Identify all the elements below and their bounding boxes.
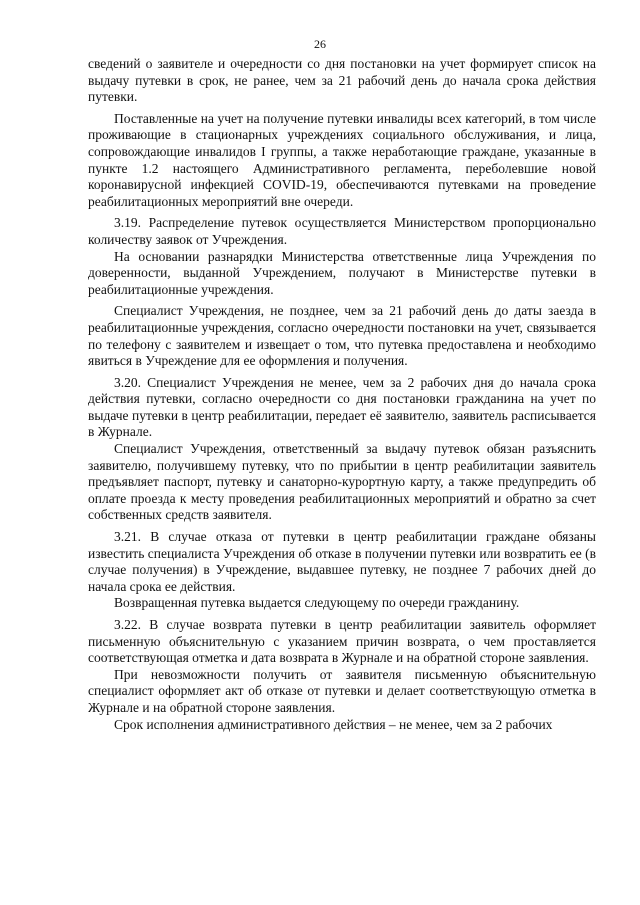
paragraph-3-21: 3.21. В случае отказа от путевки в центр реабилитации граждане обязаны известить специалиста Учреждения об отказе в получении путевки или возвратить ее (в случае получения) в Учреждение, выдавшее путевку, не позднее 7 рабочих дней до начала срока ее действия.: [88, 529, 596, 594]
paragraph-3-20: 3.20. Специалист Учреждения не менее, чем за 2 рабочих дня до начала срока действия путевки, согласно очередности со дня постановки гражданина на учет по выдаче путевки в центр реабилитации, передает её заявителю, заявитель расписывается в Журнале.: [88, 374, 596, 440]
page-number: 26: [314, 37, 326, 51]
paragraph-reissue: Возвращенная путевка выдается следующему по очереди гражданину.: [114, 595, 520, 611]
paragraph-notification: Специалист Учреждения, не позднее, чем за 21 рабочий день до даты заезда в реабилитационные учреждения, согласно очередности постановки на учет, связывается по телефону с заявителем и извещает о том, что путевка предоставлена и необходимо явиться в Учреждение для ее оформления и получения.: [88, 303, 596, 369]
paragraph-3-19: 3.19. Распределение путевок осуществляется Министерством пропорционально количеству заявок от Учреждения.: [88, 215, 596, 247]
paragraph-priority-beneficiaries: Поставленные на учет на получение путевки инвалиды всех категорий, в том числе проживающие в стационарных учреждениях социального обслуживания, и лица, сопровождающие инвалидов I группы, а также неработающие граждане, указанные в пункте 1.2 настоящего Административного регламента, переболевшие новой коронавирусной инфекцией COVID-19, обеспечиваются путевками на проведение реабилитационных мероприятий вне очереди.: [88, 110, 596, 209]
document-body: [88, 56, 596, 738]
paragraph-explanation-duty: Специалист Учреждения, ответственный за выдачу путевок обязан разъяснить заявителю, получившему путевку, что по прибытии в центр реабилитации заявитель предъявляет паспорт, путевку и санаторно-курортную карту, а также предупредить об оплате проезда к месту проведения реабилитационных мероприятий и обратно за счет собственных средств заявителя.: [88, 441, 596, 523]
paragraph-refusal-act: При невозможности получить от заявителя письменную объяснительную специалист оформляет акт об отказе от путевки и делает соответствующую отметка в Журнале и на обратной стороне заявления.: [88, 666, 596, 715]
paragraph-allocation: На основании разнарядки Министерства ответственные лица Учреждения по доверенности, выданной Учреждением, получают в Министерстве путевки в реабилитационные учреждения.: [88, 248, 596, 297]
paragraph-deadline: Срок исполнения административного действия – не менее, чем за 2 рабочих: [114, 716, 553, 732]
paragraph-3-22: 3.22. В случае возврата путевки в центр реабилитации заявитель оформляет письменную объяснительную с указанием причин возврата, о чем проставляется соответствующая отметка и дата возврата в Журнале и на обратной стороне заявления.: [88, 617, 596, 666]
paragraph-continuation: сведений о заявителе и очередности со дня постановки на учет формирует список на выдачу путевки в срок, не ранее, чем за 21 рабочий день до начала срока действия путевки.: [88, 56, 596, 105]
